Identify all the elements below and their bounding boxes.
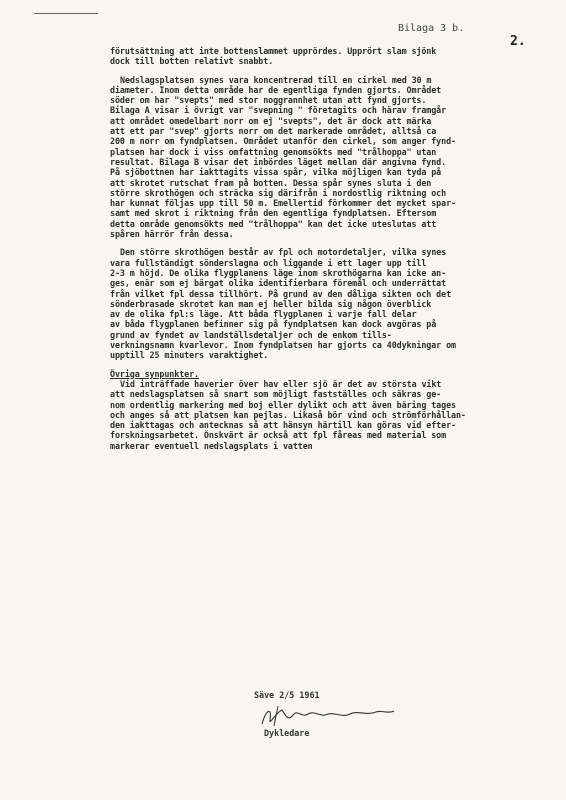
text-line: från vilket fpl dessa tillhört. På grund av den dåliga sikten och det	[110, 288, 452, 299]
text-line: forskningsarbetet. Önskvärt är också att fpl fåreas med material som	[110, 430, 447, 441]
text-line: söder om har "svepts" med stor noggrannhet utan att fynd gjorts.	[110, 95, 427, 106]
text-line: har kunnat följas upp till 50 m. Emellertid förkommer det mycket spar-	[110, 198, 456, 209]
handwritten-signature	[258, 702, 398, 728]
text-line: markerar eventuell nedslagsplats i vatten	[110, 440, 313, 451]
text-line: Den större skrothögen består av fpl och motordetaljer, vilka synes	[120, 247, 447, 258]
text-line: nom ordentlig markering med boj eller dylikt och att även bäring tages	[110, 399, 456, 410]
top-rule	[34, 13, 98, 14]
text-line: av båda flygplanen befinner sig på fyndplatsen kan dock avgöras på	[110, 319, 437, 330]
text-line: samt med skrot i riktning från den egentliga fyndplatsen. Eftersom	[110, 208, 437, 219]
text-line: av de olika fpl:s läge. Att båda flygplanen i varje fall delar	[110, 309, 417, 320]
text-line: diameter. Inom detta område har de egentliga fynden gjorts. Området	[110, 84, 442, 95]
text-line: Vid inträffade haverier över hav eller sjö är det av största vikt	[120, 378, 442, 389]
text-line: att området omedelbart norr om ej "svepts", det är dock att märka	[110, 115, 432, 126]
text-line: att skrotet rutschat fram på botten. Dessa spår synes sluta i den	[110, 177, 432, 188]
section-heading: Övriga synpunkter.	[110, 368, 199, 379]
text-line: 200 m norr om fyndplatsen. Området utanför den cirkel, som anger fynd-	[110, 136, 456, 147]
text-line: platsen har dock i viss omfattning genomsökts med "trålhoppa" utan	[110, 146, 437, 157]
text-line: att ett par "svep" gjorts norr om det markerade området, alltså ca	[110, 126, 437, 137]
text-line: verkningsnamn kvarlevor. Inom fyndplatsen har gjorts ca 40dykningar om	[110, 340, 456, 351]
text-line: På sjöbottnen har iakttagits vissa spår, vilka möjligen kan tyda på	[110, 167, 442, 178]
signer-title: Dykledare	[264, 728, 310, 738]
text-line: och anges så att platsen kan pejlas. Likaså bör vind och strömförhållan-	[110, 409, 466, 420]
text-line: förutsättning att inte bottenslammet upprördes. Upprört slam sjönk	[110, 46, 437, 56]
text-line: Nedslagsplatsen synes vara koncentrerad till en cirkel med 30 m	[120, 74, 432, 85]
page-number: 2.	[510, 34, 526, 49]
text-line: Bilaga A visar i övrigt var "svepning " företagits och härav framgår	[110, 105, 447, 116]
annex-label: Bilaga 3 b.	[398, 23, 465, 34]
text-line: detta område genomsökts med "trålhoppa" kan det icke uteslutas att	[110, 218, 437, 229]
text-line: dock till botten relativt snabbt.	[110, 56, 274, 67]
place-date: Säve 2/5 1961	[254, 690, 320, 700]
text-line: större skrothögen och sträcka sig därifrån i nordostlig riktning och	[110, 187, 447, 198]
text-line: vara fullständigt sönderslagna och liggande i ett lager upp till	[110, 257, 427, 268]
text-line: den iakttagas och antecknas så att hänsyn härtill kan göras vid efter-	[110, 420, 456, 431]
text-line: upptill 25 minuters varaktighet.	[110, 350, 269, 361]
text-line: att nedslagsplatsen så snart som möjligt fastställes och säkras ge-	[110, 389, 442, 400]
text-line: 2-3 m höjd. De olika flygplanens läge inom skrothögarna kan icke an-	[110, 267, 447, 278]
text-line: resultat. Bilaga B visar det inbördes läget mellan där angivna fynd.	[110, 156, 447, 167]
text-line: ges, enär som ej bärgat olika identifierbara föremål och underrättat	[110, 278, 447, 289]
text-line: spåren härrör från dessa.	[110, 229, 234, 240]
body-text	[110, 46, 530, 451]
text-line: grund av fyndet av landställsdetaljer och de enkom tills-	[110, 329, 392, 340]
text-line: sönderbrasade skrotet kan man ej heller bilda sig någon överblick	[110, 298, 432, 309]
